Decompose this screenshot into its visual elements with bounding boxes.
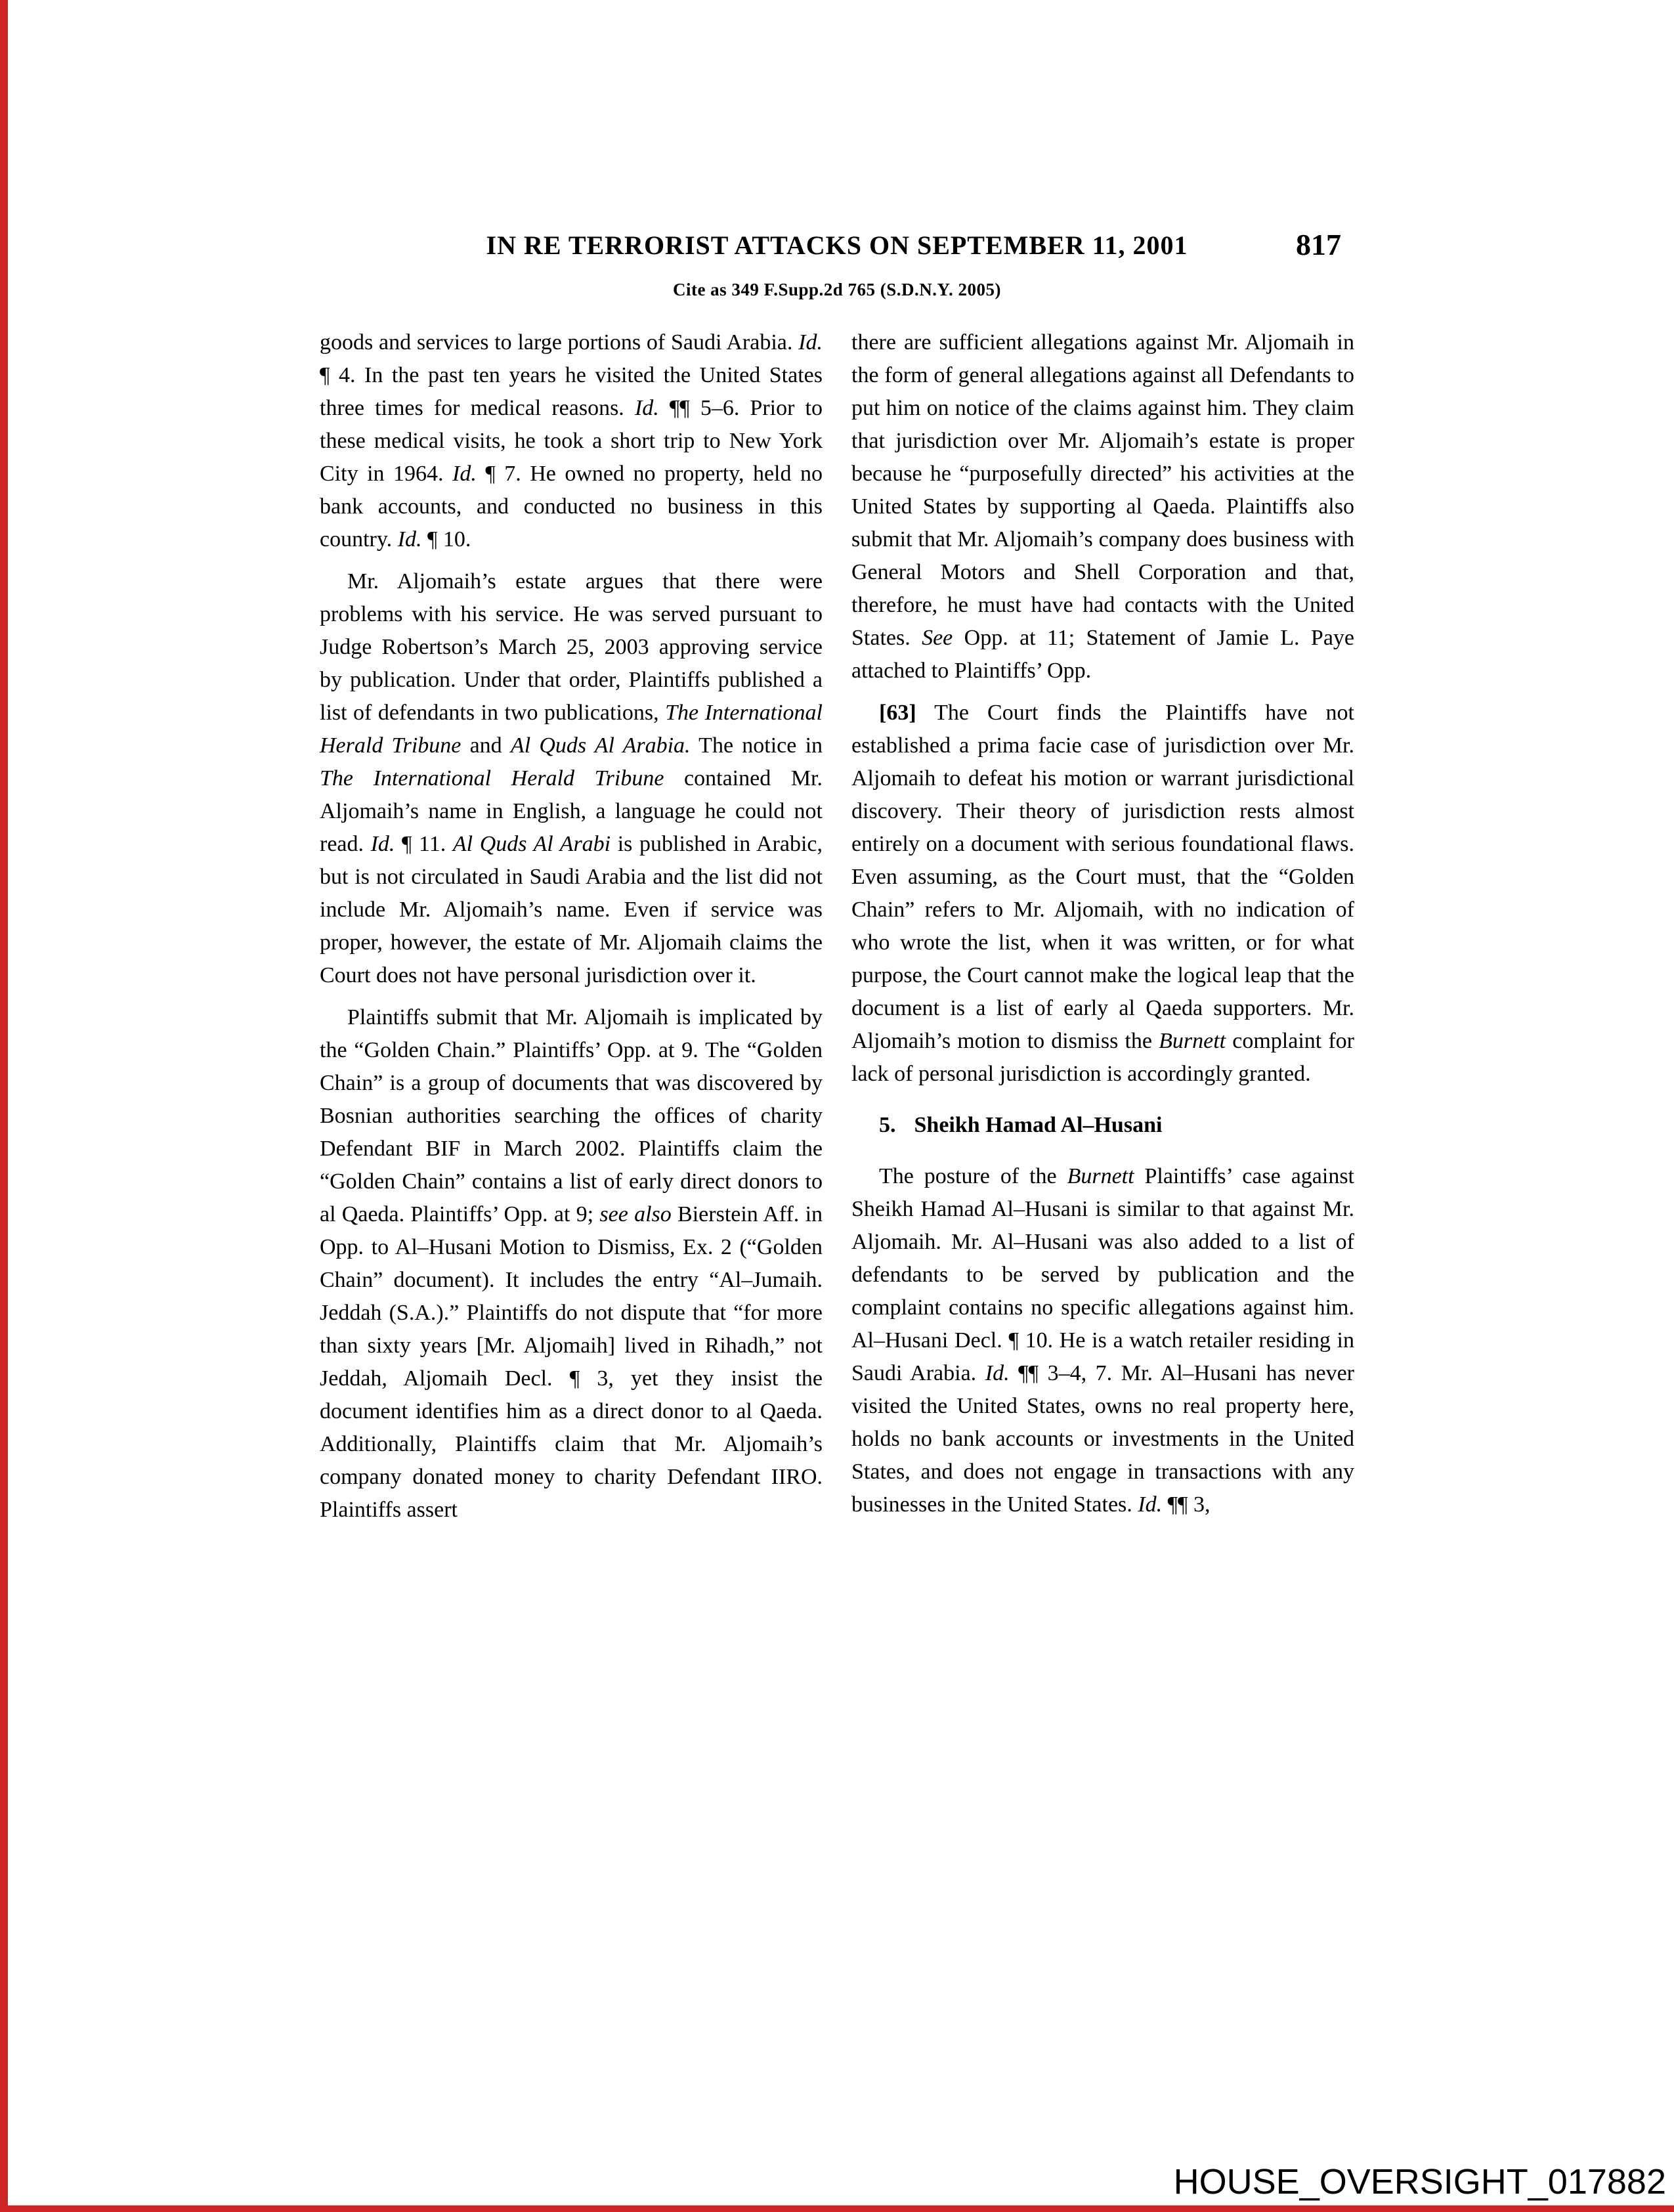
italic-text-run: Id. xyxy=(798,330,823,355)
italic-text-run: Al Quds Al Arabi xyxy=(452,832,611,856)
text-run: ¶ 4. In the past ten years he visited the United States three times for medical reasons. xyxy=(320,363,823,420)
text-run: Plaintiffs’ case against Sheikh Hamad Al–Husani is similar to that against Mr. Aljomaih. Mr. Al–Husani was also added to a list of defendants to be served by publication and the complaint contains no specific allegations against him. Al–Husani Decl. ¶ 10. He is a watch retailer residing in Saudi Arabia. xyxy=(851,1164,1355,1385)
scan-edge-line-bottom xyxy=(0,2205,1674,2212)
two-column-body xyxy=(320,326,1354,1536)
text-run: Plaintiffs submit that Mr. Aljomaih is implicated by the “Golden Chain.” Plaintiffs’ Opp. at 9. The “Golden Chain” is a group of documents that was discovered by Bosnian authorities searching the offices of charity Defendant BIF in March 2002. Plaintiffs claim the “Golden Chain” contains a list of early direct donors to al Qaeda. Plaintiffs’ Opp. at 9; xyxy=(320,1005,823,1226)
case-title: IN RE TERRORIST ATTACKS ON SEPTEMBER 11, 2001 xyxy=(486,230,1188,260)
italic-text-run: Burnett xyxy=(1067,1164,1134,1188)
text-run: contained Mr. Aljomaih’s name in English, a language he could not read. xyxy=(320,766,823,856)
text-run: ¶ 10. xyxy=(421,527,471,552)
italic-text-run: Burnett xyxy=(1159,1029,1226,1053)
scan-edge-line-left xyxy=(0,0,8,2212)
citation-line: Cite as 349 F.Supp.2d 765 (S.D.N.Y. 2005) xyxy=(672,280,1002,299)
text-run: and xyxy=(461,733,511,758)
italic-text-run: Id. xyxy=(1138,1492,1163,1517)
paragraph xyxy=(320,326,823,556)
italic-text-run: See xyxy=(922,626,953,650)
italic-text-run: Id. xyxy=(452,462,477,486)
paragraph xyxy=(320,565,823,992)
text-run: there are sufficient allegations against Mr. Aljomaih in the form of general allegations against all Defendants to put him on notice of the claims against him. They claim that jurisdiction over Mr. Aljomaih’s estate is proper because he “purposefully directed” his activities at the United States by supporting al Qaeda. Plaintiffs also submit that Mr. Aljomaih’s company does business with General Motors and Shell Corporation and that, therefore, he must have had contacts with the United States. xyxy=(851,330,1354,650)
italic-text-run: Id. xyxy=(634,396,659,420)
text-run: ¶ 11. xyxy=(395,832,453,856)
section-title: Sheikh Hamad Al–Husani xyxy=(914,1113,1163,1137)
paragraph xyxy=(851,1160,1354,1521)
italic-text-run: Id. xyxy=(397,527,422,552)
italic-text-run: The International Herald Tribune xyxy=(320,701,823,758)
paragraph xyxy=(320,1001,823,1527)
text-run: Opp. at 11; Statement of Jamie L. Paye attached to Plaintiffs’ Opp. xyxy=(851,626,1354,683)
paragraph xyxy=(851,697,1354,1091)
text-run: is published in Arabic, but is not circulated in Saudi Arabia and the list did not include Mr. Aljomaih’s name. Even if service was proper, however, the estate of Mr. Aljomaih claims the Court does not have personal jurisdiction over it. xyxy=(320,832,823,987)
italic-text-run: Id. xyxy=(370,832,395,856)
section-number: 5. xyxy=(879,1113,896,1137)
text-run: The posture of the xyxy=(879,1164,1067,1188)
page-number: 817 xyxy=(1296,228,1341,261)
italic-text-run: Id. xyxy=(985,1361,1010,1385)
italic-text-run: Al Quds Al Arabia. xyxy=(510,733,691,758)
text-run: Mr. Aljomaih’s estate argues that there were problems with his service. He was served pursuant to Judge Robertson’s March 25, 2003 approving service by publication. Under that order, Plaintiffs published a list of defendants in two publications, xyxy=(320,569,823,725)
text-run: ¶ 7. He owned no property, held no bank accounts, and conducted no business in this country. xyxy=(320,462,823,552)
text-run: ¶¶ 5–6. Prior to these medical visits, he took a short trip to New York City in 1964. xyxy=(320,396,823,486)
text-run: The Court finds the Plaintiffs have not established a prima facie case of jurisdiction over Mr. Aljomaih to defeat his motion or warrant jurisdictional discovery. Their theory of jurisdiction rests almost entirely on a document with serious foundational flaws. Even assuming, as the Court must, that the “Golden Chain” refers to Mr. Aljomaih, with no indication of who wrote the list, when it was written, or for what purpose, the Court cannot make the logical leap that the document is a list of early al Qaeda supporters. Mr. Aljomaih’s motion to dismiss the xyxy=(851,701,1354,1053)
text-run: complaint for lack of personal jurisdiction is accordingly granted. xyxy=(851,1029,1354,1086)
text-run: ¶¶ 3–4, 7. Mr. Al–Husani has never visited the United States, owns no real property here, holds no bank accounts or investments in the United States, and does not engage in transactions with any businesses in the United States. xyxy=(851,1361,1355,1517)
italic-text-run: The International Herald Tribune xyxy=(320,766,664,791)
right-column xyxy=(851,326,1354,1536)
italic-text-run: see also xyxy=(599,1202,672,1226)
text-run: ¶¶ 3, xyxy=(1162,1492,1211,1517)
bates-stamp: HOUSE_OVERSIGHT_017882 xyxy=(1173,2162,1666,2201)
text-run: goods and services to large portions of Saudi Arabia. xyxy=(320,330,799,355)
section-heading xyxy=(879,1109,1354,1142)
paragraph xyxy=(851,326,1354,687)
text-run: Bierstein Aff. in Opp. to Al–Husani Motion to Dismiss, Ex. 2 (“Golden Chain” document). It includes the entry “Al–Jumaih. Jeddah (S.A.).” Plaintiffs do not dispute that “for more than sixty years [Mr. Aljomaih] lived in Rihadh,” not Jeddah, Aljomaih Decl. ¶ 3, yet they insist the document identifies him as a direct donor to al Qaeda. Additionally, Plaintiffs claim that Mr. Aljomaih’s company donated money to charity Defendant IIRO. Plaintiffs assert xyxy=(320,1202,823,1522)
bold-text-run: [63] xyxy=(879,701,916,725)
text-run: The notice in xyxy=(690,733,823,758)
left-column xyxy=(320,326,823,1536)
